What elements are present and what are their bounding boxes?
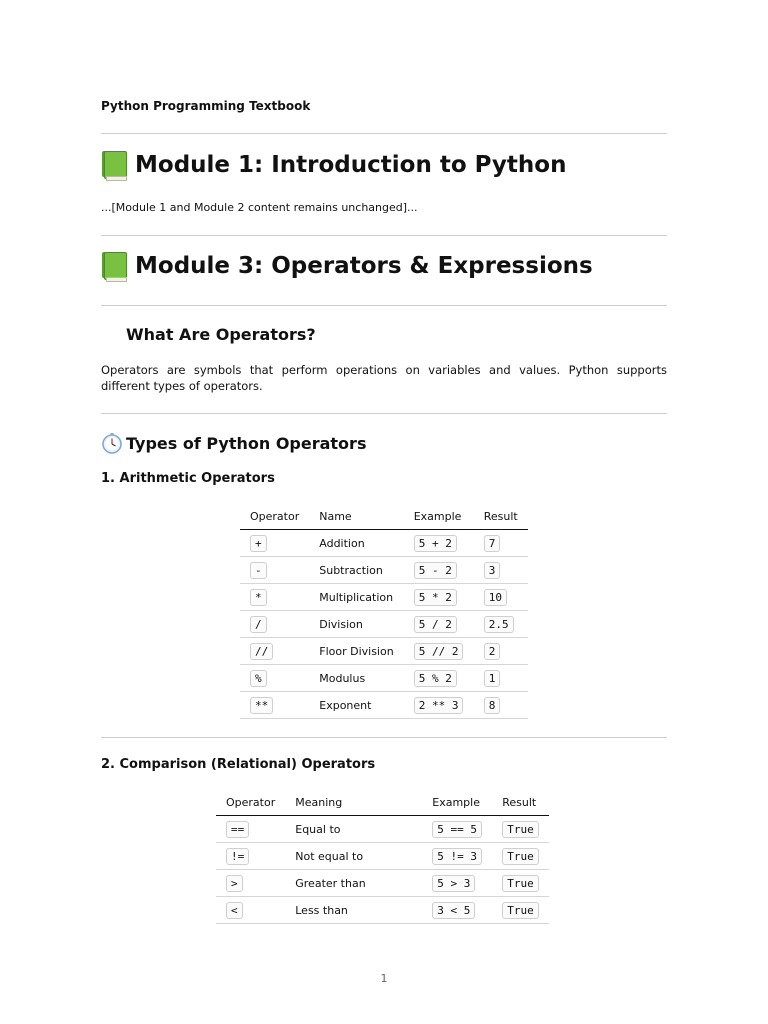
stopwatch-icon xyxy=(101,432,123,454)
column-header: Operator xyxy=(240,503,309,530)
table-cell xyxy=(474,665,528,692)
code-snippet: / xyxy=(250,616,267,633)
comparison-table xyxy=(216,789,549,924)
code-snippet: 7 xyxy=(484,535,501,552)
code-snippet: 5 * 2 xyxy=(414,589,457,606)
table-row xyxy=(240,557,528,584)
table-row xyxy=(240,611,528,638)
divider xyxy=(101,235,667,236)
code-snippet: 10 xyxy=(484,589,507,606)
code-snippet: % xyxy=(250,670,267,687)
cell-text: Not equal to xyxy=(295,849,364,863)
table-cell xyxy=(404,638,474,665)
module1-note: ...[Module 1 and Module 2 content remains unchanged]... xyxy=(101,201,418,214)
table-cell xyxy=(216,897,285,924)
code-snippet: 5 > 3 xyxy=(432,875,475,892)
arithmetic-table xyxy=(240,503,528,719)
cell-text: Less than xyxy=(295,903,348,917)
page-number: 1 xyxy=(380,972,388,985)
green-book-icon xyxy=(101,150,127,180)
types-heading-text: Types of Python Operators xyxy=(126,433,367,453)
table-cell xyxy=(240,611,309,638)
table-cell xyxy=(285,870,422,897)
table-cell xyxy=(474,530,528,557)
cell-text: Division xyxy=(319,617,363,631)
table-cell xyxy=(422,870,492,897)
table-cell xyxy=(404,611,474,638)
code-snippet: True xyxy=(502,875,539,892)
code-snippet: ** xyxy=(250,697,273,714)
operators-description: Operators are symbols that perform operations on variables and values. Python supports different types of operators. xyxy=(101,363,667,393)
code-snippet: 2.5 xyxy=(484,616,514,633)
table-cell xyxy=(240,665,309,692)
code-snippet: < xyxy=(226,902,243,919)
table-cell xyxy=(474,611,528,638)
code-snippet: 1 xyxy=(484,670,501,687)
table-row xyxy=(240,584,528,611)
code-snippet: 3 < 5 xyxy=(432,902,475,919)
table-row xyxy=(240,530,528,557)
table-cell xyxy=(216,843,285,870)
table-row xyxy=(216,843,549,870)
table-cell xyxy=(309,584,403,611)
code-snippet: 5 + 2 xyxy=(414,535,457,552)
table-row xyxy=(240,665,528,692)
code-snippet: != xyxy=(226,848,249,865)
table-row xyxy=(240,692,528,719)
code-snippet: 2 ** 3 xyxy=(414,697,464,714)
cell-text: Subtraction xyxy=(319,563,383,577)
cell-text: Multiplication xyxy=(319,590,394,604)
running-header: Python Programming Textbook xyxy=(101,99,311,113)
code-snippet: > xyxy=(226,875,243,892)
table-cell xyxy=(309,611,403,638)
column-header: Example xyxy=(404,503,474,530)
cell-text: Addition xyxy=(319,536,365,550)
table-cell xyxy=(216,870,285,897)
code-snippet: 5 - 2 xyxy=(414,562,457,579)
table-cell xyxy=(404,530,474,557)
column-header: Name xyxy=(309,503,403,530)
column-header: Meaning xyxy=(285,789,422,816)
divider xyxy=(101,737,667,738)
table-row xyxy=(240,638,528,665)
code-snippet: 5 // 2 xyxy=(414,643,464,660)
code-snippet: 5 % 2 xyxy=(414,670,457,687)
cell-text: Exponent xyxy=(319,698,372,712)
green-book-icon xyxy=(101,251,127,281)
table-header-row xyxy=(240,503,528,530)
table-cell xyxy=(240,557,309,584)
arithmetic-heading: 1. Arithmetic Operators xyxy=(101,471,275,486)
module3-title-text: Module 3: Operators & Expressions xyxy=(135,253,593,279)
module3-title xyxy=(101,251,593,281)
code-snippet: 5 != 3 xyxy=(432,848,482,865)
cell-text: Greater than xyxy=(295,876,366,890)
code-snippet: True xyxy=(502,821,539,838)
column-header: Result xyxy=(474,503,528,530)
code-snippet: // xyxy=(250,643,273,660)
table-cell xyxy=(309,557,403,584)
code-snippet: True xyxy=(502,848,539,865)
column-header: Example xyxy=(422,789,492,816)
code-snippet: 8 xyxy=(484,697,501,714)
code-snippet: 5 / 2 xyxy=(414,616,457,633)
table-cell xyxy=(309,692,403,719)
code-snippet: == xyxy=(226,821,249,838)
table-cell xyxy=(404,692,474,719)
column-header: Result xyxy=(492,789,549,816)
table-cell xyxy=(492,816,549,843)
table-cell xyxy=(309,530,403,557)
table-cell xyxy=(474,557,528,584)
table-row xyxy=(216,897,549,924)
table-cell xyxy=(309,665,403,692)
table-header-row xyxy=(216,789,549,816)
code-snippet: * xyxy=(250,589,267,606)
column-header: Operator xyxy=(216,789,285,816)
table-cell xyxy=(474,584,528,611)
table-row xyxy=(216,816,549,843)
table-cell xyxy=(285,816,422,843)
table-cell xyxy=(422,843,492,870)
table-cell xyxy=(285,897,422,924)
code-snippet: 2 xyxy=(484,643,501,660)
what-are-operators-heading: What Are Operators? xyxy=(126,325,316,344)
table-cell xyxy=(422,816,492,843)
table-cell xyxy=(474,638,528,665)
table-cell xyxy=(240,692,309,719)
divider xyxy=(101,413,667,414)
cell-text: Floor Division xyxy=(319,644,394,658)
table-row xyxy=(216,870,549,897)
table-cell xyxy=(285,843,422,870)
table-cell xyxy=(404,557,474,584)
code-snippet: 3 xyxy=(484,562,501,579)
types-heading xyxy=(101,432,366,454)
code-snippet: + xyxy=(250,535,267,552)
table-cell xyxy=(240,638,309,665)
module1-title-text: Module 1: Introduction to Python xyxy=(135,152,567,178)
code-snippet: 5 == 5 xyxy=(432,821,482,838)
table-cell xyxy=(240,530,309,557)
table-cell xyxy=(216,816,285,843)
table-cell xyxy=(492,870,549,897)
table-cell xyxy=(404,584,474,611)
table-cell xyxy=(240,584,309,611)
table-cell xyxy=(422,897,492,924)
table-cell xyxy=(309,638,403,665)
code-snippet: True xyxy=(502,902,539,919)
comparison-heading: 2. Comparison (Relational) Operators xyxy=(101,757,376,772)
code-snippet: - xyxy=(250,562,267,579)
divider xyxy=(101,305,667,306)
cell-text: Modulus xyxy=(319,671,366,685)
table-cell xyxy=(474,692,528,719)
divider xyxy=(101,133,667,134)
table-cell xyxy=(492,897,549,924)
table-cell xyxy=(404,665,474,692)
cell-text: Equal to xyxy=(295,822,341,836)
table-cell xyxy=(492,843,549,870)
module1-title xyxy=(101,150,566,180)
